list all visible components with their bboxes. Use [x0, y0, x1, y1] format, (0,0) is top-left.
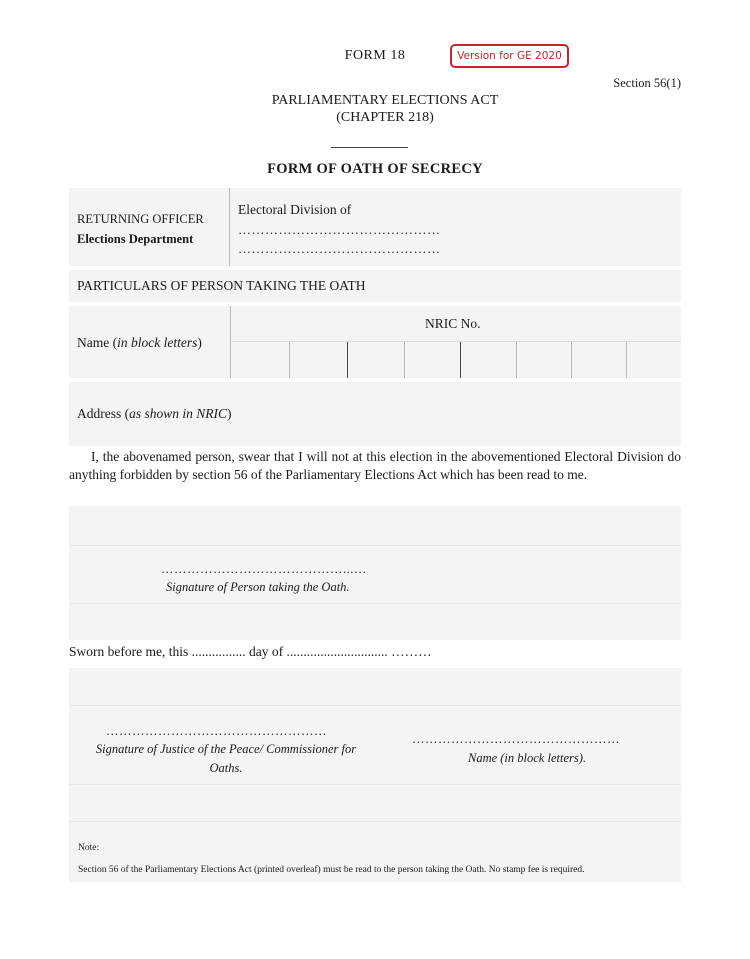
nric-box-divider — [347, 342, 348, 378]
address-label: Address (as shown in NRIC) — [77, 406, 232, 421]
nric-box-divider — [289, 342, 290, 378]
note-label: Note: — [78, 843, 100, 853]
oath-statement-text: I, the abovenamed person, swear that I will not at this election in the abovementioned Electoral Division do anything forbidden by section 56 of the Parliamentary Elections Act which has been read to me. — [69, 449, 681, 482]
address-hint: as shown in NRIC — [129, 406, 228, 421]
electoral-division-label: Electoral Division of — [238, 202, 352, 217]
particulars-section — [69, 270, 681, 302]
divider — [69, 784, 681, 785]
electoral-division-field-1[interactable]: ……………………………………… — [238, 222, 441, 237]
oath-statement — [69, 448, 681, 484]
address-row — [69, 382, 681, 446]
justice-name-caption: Name (in block letters). — [467, 751, 587, 765]
nric-label: NRIC No. — [425, 316, 481, 331]
form-title: FORM OF OATH OF SECRECY — [267, 161, 483, 177]
person-signature-section — [69, 506, 681, 640]
person-signature-line[interactable]: ……………………………………...… — [161, 562, 367, 576]
title-rule — [331, 147, 408, 148]
particulars-heading: PARTICULARS OF PERSON TAKING THE OATH — [77, 278, 366, 293]
note-section — [78, 837, 585, 881]
justice-name-line[interactable]: ………………………………………… — [412, 732, 620, 746]
nric-box-divider — [571, 342, 572, 378]
note-text: Section 56 of the Parliamentary Elections Act (printed overleaf) must be read to the person taking the Oath. No stamp fee is required. — [78, 865, 585, 875]
column-divider — [229, 188, 230, 266]
returning-officer-title: RETURNING OFFICER — [77, 212, 204, 226]
divider — [69, 545, 681, 546]
nric-box-divider — [516, 342, 517, 378]
nric-box-divider — [626, 342, 627, 378]
divider — [69, 705, 681, 706]
form-number-text: FORM 18 — [344, 48, 406, 63]
act-name: PARLIAMENTARY ELECTIONS ACT — [271, 93, 499, 108]
divider — [69, 603, 681, 604]
returning-officer-section — [69, 188, 681, 266]
justice-signature-line[interactable]: …………………………………………… — [106, 724, 327, 738]
nric-box-divider — [460, 342, 461, 378]
act-title — [0, 92, 750, 126]
act-chapter: (CHAPTER 218) — [336, 110, 434, 125]
column-divider — [230, 306, 231, 378]
name-hint: in block letters — [117, 335, 198, 350]
section-reference: Section 56(1) — [613, 76, 681, 90]
elections-department: Elections Department — [77, 232, 194, 246]
nric-top-line — [230, 341, 681, 342]
divider — [69, 821, 681, 822]
nric-box-divider — [404, 342, 405, 378]
justice-signature-caption: Signature of Justice of the Peace/ Commissioner for Oaths. — [95, 742, 357, 775]
name-label: Name (in block letters) — [77, 335, 202, 350]
sworn-before-line[interactable]: Sworn before me, this ................ day of .............................. ……… — [69, 644, 432, 659]
version-badge: Version for GE 2020 — [450, 44, 569, 68]
name-nric-row — [69, 306, 681, 378]
electoral-division-field-2[interactable]: ……………………………………… — [238, 241, 441, 256]
person-signature-caption: Signature of Person taking the Oath. — [166, 580, 350, 594]
form-number — [0, 48, 750, 64]
